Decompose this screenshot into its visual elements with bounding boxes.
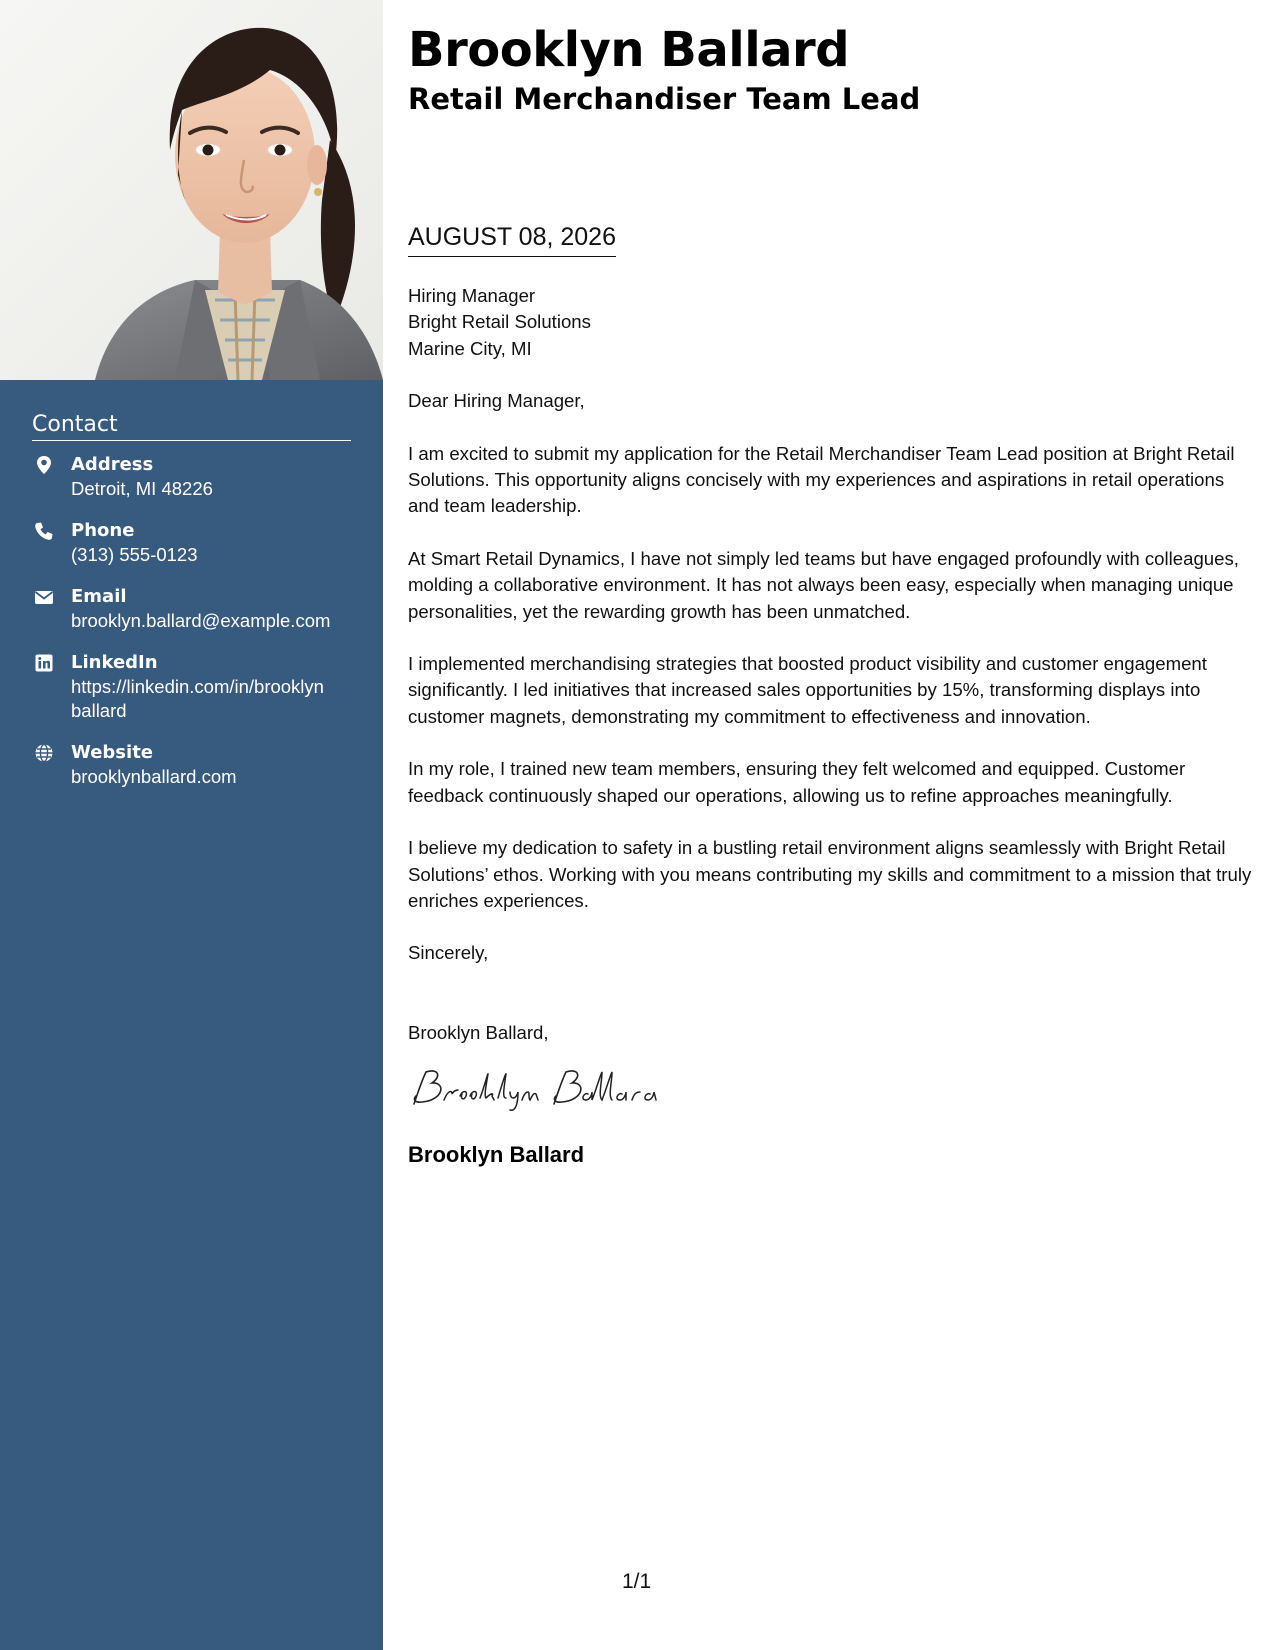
- contact-website: [32, 741, 351, 789]
- contact-label: Address: [71, 454, 154, 475]
- contact-label: Phone: [71, 520, 135, 541]
- contact-label: LinkedIn: [71, 652, 158, 673]
- contact-section: [32, 412, 351, 807]
- signer-name: Brooklyn Ballard,: [408, 1021, 549, 1043]
- envelope-icon: [34, 587, 54, 607]
- recipient-line: Marine City, MI: [408, 337, 532, 359]
- linkedin-value-line-2: ballard: [71, 700, 127, 721]
- handwritten-signature: [408, 1066, 678, 1112]
- applicant-name: Brooklyn Ballard: [408, 22, 850, 78]
- linkedin-icon: [34, 653, 54, 673]
- recipient-line: Hiring Manager: [408, 285, 536, 306]
- phone-icon: [34, 521, 54, 541]
- contact-label: Email: [71, 586, 127, 607]
- linkedin-value-line-1: https://linkedin.com/in/brooklyn: [71, 676, 324, 697]
- website-value[interactable]: brooklynballard.com: [71, 766, 237, 787]
- body-paragraph: In my role, I trained new team members, ensuring they felt welcomed and equipped. Customer feedback continuously shaped our operations, allowing us to refine approaches meaningfully.: [408, 758, 1186, 806]
- contact-heading: Contact: [32, 412, 351, 441]
- contact-linkedin: [32, 651, 351, 723]
- contact-email: [32, 585, 351, 633]
- salutation: Dear Hiring Manager,: [408, 390, 585, 412]
- body-paragraph: I implemented merchandising strategies that boosted product visibility and customer engagement significantly. I led initiatives that increased sales opportunities by 15%, transforming displays into customer magnets, demonstrating my commitment to effectiveness and innovation.: [408, 653, 1207, 727]
- portrait-photo: [0, 0, 383, 380]
- letter-body: [408, 283, 1253, 1169]
- contact-label: Website: [71, 742, 154, 763]
- sidebar: [0, 0, 383, 1650]
- page-number: 1/1: [622, 1570, 652, 1593]
- closing: Sincerely,: [408, 942, 489, 964]
- email-value[interactable]: brooklyn.ballard@example.com: [71, 610, 331, 631]
- body-paragraph: At Smart Retail Dynamics, I have not simply led teams but have engaged profoundly with colleagues, molding a collaborative environment. It has not always been easy, especially when managing unique personalities, yet the rewarding growth has been unmatched.: [408, 547, 1239, 622]
- contact-phone: [32, 519, 351, 567]
- map-pin-icon: [34, 455, 54, 475]
- phone-value: (313) 555-0123: [71, 544, 198, 565]
- body-paragraph: I believe my dedication to safety in a bustling retail environment aligns seamlessly with Bright Retail Solutions’ ethos. Working with you means contributing my skills and commitment to a mission that truly enriches experiences.: [408, 837, 1252, 911]
- letter-date: AUGUST 08, 2026: [408, 223, 616, 257]
- globe-icon: [34, 743, 54, 763]
- address-value: Detroit, MI 48226: [71, 478, 213, 499]
- printed-name: Brooklyn Ballard: [408, 1142, 585, 1168]
- applicant-title: Retail Merchandiser Team Lead: [408, 82, 921, 116]
- linkedin-value[interactable]: [71, 675, 351, 723]
- recipient-line: Bright Retail Solutions: [408, 311, 591, 333]
- recipient-block: [408, 283, 1253, 362]
- contact-address: [32, 453, 351, 501]
- body-paragraph: I am excited to submit my application for the Retail Merchandiser Team Lead position at Bright Retail Solutions. This opportunity aligns concisely with my experiences and aspirations in retail operations and team leadership.: [408, 442, 1235, 517]
